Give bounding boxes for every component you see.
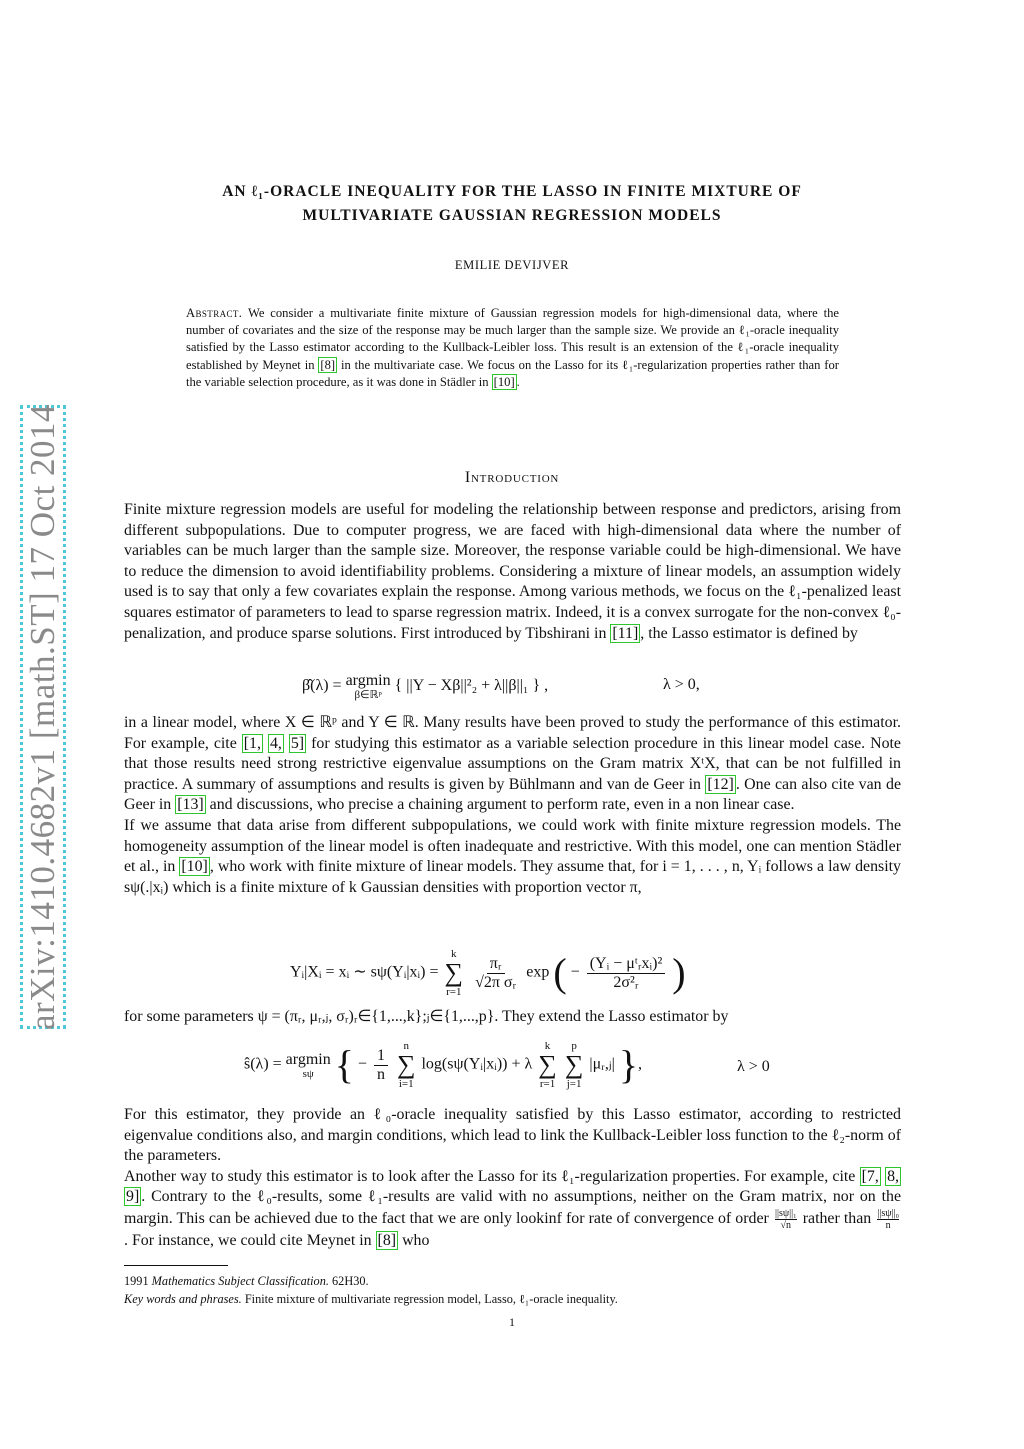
footnotes [124, 1273, 900, 1308]
paragraph-text: for some parameters ψ = (πᵣ, μᵣ,ⱼ, σᵣ)ᵣ∈{1,...,k};ⱼ∈{1,...,p}. They extend the Lasso estimator by [124, 1008, 729, 1025]
fraction-denominator: √2π σᵣ [475, 973, 517, 991]
sum-upper: n [403, 1040, 409, 1052]
paper-title [124, 180, 900, 228]
fraction-denominator: √n [780, 1219, 792, 1231]
fraction-denominator: n [376, 1065, 385, 1083]
paragraph-text: , the Lasso estimator is defined by [640, 624, 858, 642]
left-paren: ( [553, 950, 567, 995]
equation-condition: λ > 0, [663, 676, 700, 693]
footnote-keywords [124, 1291, 900, 1309]
fraction-numerator: (Yᵢ − μᵗᵣxᵢ)² [587, 955, 666, 974]
citation-link[interactable]: [1, [243, 734, 261, 752]
minus-sign: − [357, 1055, 367, 1073]
eq-tail: , [638, 1055, 643, 1073]
paragraph-text: and discussions, who precise a chaining argument to perform rate, even in a non linear case. [209, 796, 795, 814]
abstract-label: Abstract. [186, 306, 243, 320]
msc-year: 1991 [124, 1274, 149, 1288]
citation-link[interactable]: [11] [612, 624, 639, 642]
fraction-numerator: 1 [374, 1047, 388, 1066]
author-name: EMILIE DEVIJVER [454, 258, 570, 272]
citation-link[interactable]: [13] [177, 796, 204, 814]
eq-lhs: ŝ(λ) = [244, 1055, 282, 1073]
arxiv-identifier: arXiv:1410.4682v1 [math.ST] 17 Oct 2014 [23, 403, 62, 1031]
abs-term: |μᵣ,ⱼ| [589, 1055, 615, 1073]
paragraph-3 [124, 1007, 901, 1028]
abstract [186, 305, 839, 391]
citation-link[interactable]: 8, [887, 1167, 899, 1185]
sigma-symbol: ∑ [444, 958, 464, 987]
paragraph-text: in a linear model, where X ∈ ℝᵖ and Y ∈ ℝ. Many results have been proved to study the performance of this estimator. For example, cite [124, 714, 901, 752]
paragraph-text: If we assume that data arise from different subpopulations, we could work with finite mixture regression models. The homogeneity assumption of the linear model is often inadequate and restrictive. With this model, one can mention Städler et al., in [124, 816, 901, 876]
argmin-operator [286, 1051, 331, 1080]
exp-label: exp [526, 963, 550, 981]
paragraph-4 [124, 1105, 901, 1252]
eq-rhs: { ||Y − Xβ||²₂ + λ||β||₁ } , [394, 677, 549, 695]
equation-condition: λ > 0 [737, 1058, 770, 1075]
citation-link[interactable]: [7, [861, 1167, 879, 1185]
sum-operator [538, 1040, 557, 1090]
citation-link[interactable]: 5] [290, 734, 305, 752]
paragraph-text: for studying this estimator as a variable selection procedure in this linear model case. Note that those results need strong restrictive eigenvalue assumptions on the Gram matrix XᵗX, that can be not fulfilled in practice. A summary of assumptions and results is given by Bühlmann and van de Geer in [124, 734, 901, 793]
paragraph-1 [124, 500, 901, 644]
citation-link[interactable]: 4, [269, 734, 282, 752]
keywords-value: Finite mixture of multivariate regression model, Lasso, ℓ₁-oracle inequality. [244, 1291, 618, 1306]
right-paren: ) [672, 950, 686, 995]
fraction [587, 955, 666, 992]
paragraph-text: Finite mixture regression models are useful for modeling the relationship between response and predictors, arising from different subpopulations. Due to computer progress, we are faced with high-dimensional data where the number of variables can be much larger than the sample size. Moreover, the response variable could be high-dimensional. We have to reduce the dimension to avoid identifiability problems. Considering a mixture of linear models, an assumption widely used is to say that only a few covariates explain the response. Among various methods, we focus on the ℓ₁-penalized least squares estimator of parameters to lead to sparse regression matrix. Indeed, it is a convex surrogate for the non-convex ℓ₀-penalization, and produce sparse solutions. First introduced by Tibshirani in [124, 501, 901, 642]
log-term: log(sψ(Yᵢ|xᵢ)) + λ [421, 1055, 533, 1073]
footnote-msc [124, 1273, 900, 1291]
citation-link[interactable]: [10] [493, 374, 515, 389]
paragraph-text: , who work with finite mixture of linear models. They assume that, for i = 1, . . . , n, Yᵢ follows a law density sψ(.|xᵢ) which is a finite mixture of k Gaussian densities with proportion vector π, [124, 858, 901, 896]
msc-label: Mathematics Subject Classification. [151, 1274, 329, 1288]
citation-link[interactable]: [10] [181, 858, 208, 876]
sum-lower: r=1 [539, 1078, 556, 1090]
keywords-label: Key words and phrases. [124, 1291, 242, 1306]
paragraph-text: . One can also cite van de Geer in [124, 775, 901, 814]
paragraph-text: . For instance, we could cite Meynet in [124, 1231, 372, 1249]
fraction-numerator: πᵣ [487, 955, 505, 974]
citation-link[interactable]: [8] [377, 1231, 397, 1249]
argmin-operator [346, 672, 391, 701]
citation-link[interactable]: [12] [707, 775, 734, 793]
equation-mixture-density [290, 948, 686, 998]
fraction-numerator: ||sψ||₀ [877, 1207, 899, 1219]
fraction [374, 1047, 388, 1084]
eq-lhs: β̂(λ) = [302, 677, 342, 695]
argmin-subscript: sψ [302, 1067, 314, 1080]
paragraph-text: Another way to study this estimator is to look after the Lasso for its ℓ₁-regularization properties. For example, cite [124, 1167, 856, 1185]
argmin-label: argmin [345, 672, 391, 689]
abstract-text-b: in the multivariate case. We focus on the Lasso for its ℓ₁-regularization properties rather than for the variable selection procedure, as it was done in Städler in [186, 357, 839, 389]
eq-lhs: Yᵢ|Xᵢ = xᵢ ∼ sψ(Yᵢ|xᵢ) = [290, 963, 439, 981]
inline-fraction [775, 1208, 797, 1231]
argmin-label: argmin [285, 1050, 331, 1068]
sum-operator [565, 1040, 584, 1090]
sum-lower: i=1 [398, 1078, 414, 1090]
title-line-2: MULTIVARIATE GAUSSIAN REGRESSION MODELS [302, 207, 722, 224]
paragraph-text: who [402, 1231, 430, 1249]
sum-lower: j=1 [566, 1078, 582, 1090]
sum-upper: p [571, 1040, 577, 1052]
sigma-symbol: ∑ [564, 1050, 584, 1079]
sum-operator [397, 1040, 416, 1090]
fraction-numerator: ||sψ||₁ [774, 1207, 797, 1219]
abstract-text-a: We consider a multivariate finite mixture of Gaussian regression models for high-dimensional data, where the number of covariates and the size of the response may be much larger than the sample size. We provide an ℓ₁-oracle inequality satisfied by the Lasso estimator according to the Kullback-Leibler loss. This result is an extension of the ℓ₁-oracle inequality established by Meynet in [186, 306, 840, 372]
fraction [472, 955, 519, 992]
argmin-subscript: β∈ℝᵖ [354, 689, 382, 701]
abstract-text-c: . [516, 374, 520, 389]
sum-operator [445, 948, 464, 998]
sum-upper: k [451, 948, 457, 960]
right-brace: } [618, 1042, 639, 1087]
left-brace: { [334, 1042, 354, 1087]
msc-value: 62H30. [332, 1274, 369, 1288]
arxiv-stamp [20, 405, 66, 1029]
page-number: 1 [509, 1315, 515, 1329]
footnote-divider [124, 1265, 228, 1266]
sigma-symbol: ∑ [538, 1050, 557, 1079]
minus-sign: − [570, 963, 580, 981]
section-heading: Introduction [464, 469, 560, 486]
fraction-denominator: n [885, 1219, 891, 1231]
sum-upper: k [544, 1040, 551, 1052]
paragraph-text: rather than [802, 1210, 872, 1228]
fraction-denominator: 2σ²ᵣ [613, 973, 639, 991]
sigma-symbol: ∑ [396, 1050, 416, 1079]
paragraph-text: For this estimator, they provide an ℓ₀-oracle inequality satisfied by this Lasso estimator, according to restricted eigenvalue conditions also, and margin conditions, which lead to link the Kullback-Leibler loss function to the ℓ₂-norm of the parameters. [124, 1106, 901, 1165]
sum-lower: r=1 [446, 986, 462, 998]
citation-link[interactable]: 9] [126, 1188, 140, 1206]
paragraph-text: . Contrary to the ℓ₀-results, some ℓ₁-results are valid with no assumptions, neither on the Gram matrix, nor on the margin. This can be achieved due to the fact that we are only lookinf for rate of convergence of order [124, 1188, 901, 1228]
citation-link[interactable]: [8] [320, 357, 336, 372]
title-line-1: AN ℓ₁-ORACLE INEQUALITY FOR THE LASSO IN FINITE MIXTURE OF [222, 183, 802, 200]
inline-fraction [877, 1208, 899, 1231]
equation-mixture-lasso [244, 1040, 642, 1090]
paragraph-2 [124, 713, 901, 898]
equation-lasso [302, 672, 548, 701]
